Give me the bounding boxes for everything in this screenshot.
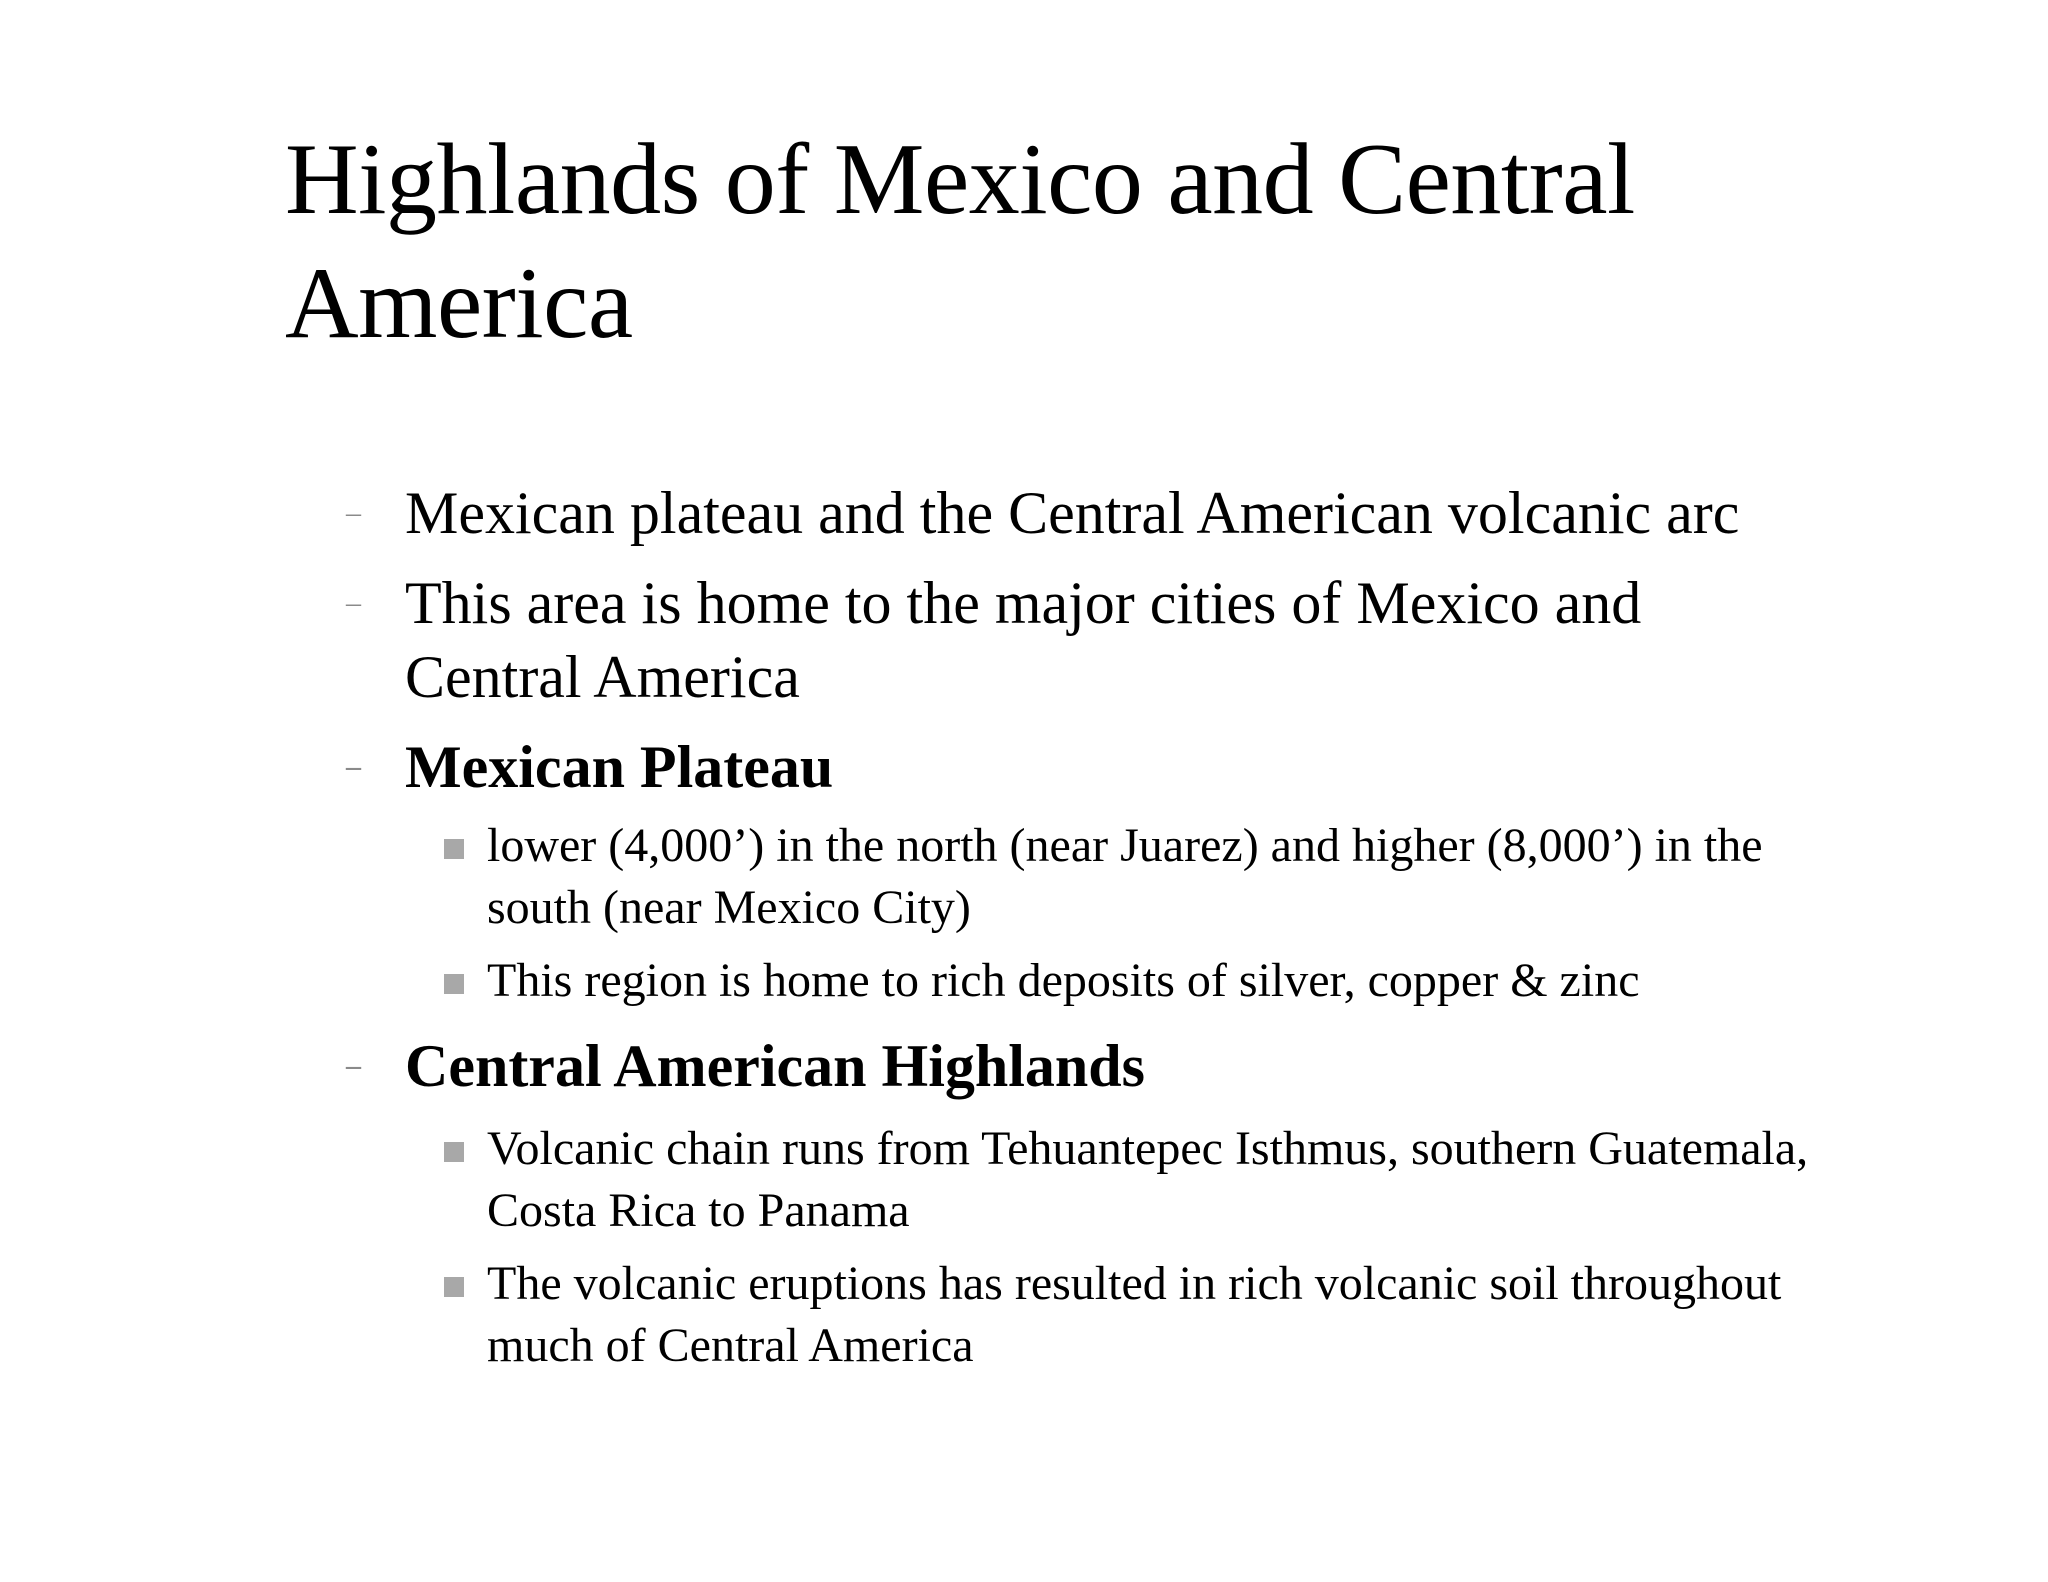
bullet-item xyxy=(346,1029,1825,1103)
dash-bullet-icon: – xyxy=(346,750,361,783)
dash-bullet-icon: – xyxy=(346,1049,361,1082)
bullet-heading: Central American Highlands xyxy=(405,1033,1146,1099)
square-bullet-icon xyxy=(444,1142,464,1162)
square-bullet-icon xyxy=(444,1277,464,1297)
sub-bullet-item xyxy=(487,950,1827,1012)
sub-bullet-text: lower (4,000’) in the north (near Juarez) and higher (8,000’) in the south (near Mexico City) xyxy=(487,819,1763,934)
dash-bullet-icon: – xyxy=(346,496,361,529)
bullet-item xyxy=(346,566,1825,714)
sub-bullet-text: This region is home to rich deposits of silver, copper & zinc xyxy=(487,954,1640,1007)
bullet-item xyxy=(346,730,1825,804)
dash-bullet-icon: – xyxy=(346,586,361,619)
bullet-text: This area is home to the major cities of Mexico and Central America xyxy=(405,570,1642,710)
sub-bullet-text: Volcanic chain runs from Tehuantepec Isthmus, southern Guatemala, Costa Rica to Panama xyxy=(487,1122,1809,1237)
sub-bullet-text: The volcanic eruptions has resulted in rich volcanic soil throughout much of Central America xyxy=(487,1257,1782,1372)
sub-bullet-item xyxy=(487,1118,1827,1242)
bullet-text: Mexican plateau and the Central American volcanic arc xyxy=(405,480,1740,546)
bullet-item xyxy=(346,476,1825,550)
sub-bullet-item xyxy=(487,815,1827,939)
square-bullet-icon xyxy=(444,839,464,859)
square-bullet-icon xyxy=(444,974,464,994)
bullet-heading: Mexican Plateau xyxy=(405,734,834,800)
slide-title: Highlands of Mexico and Central America xyxy=(285,123,1635,360)
sub-bullet-item xyxy=(487,1253,1827,1377)
